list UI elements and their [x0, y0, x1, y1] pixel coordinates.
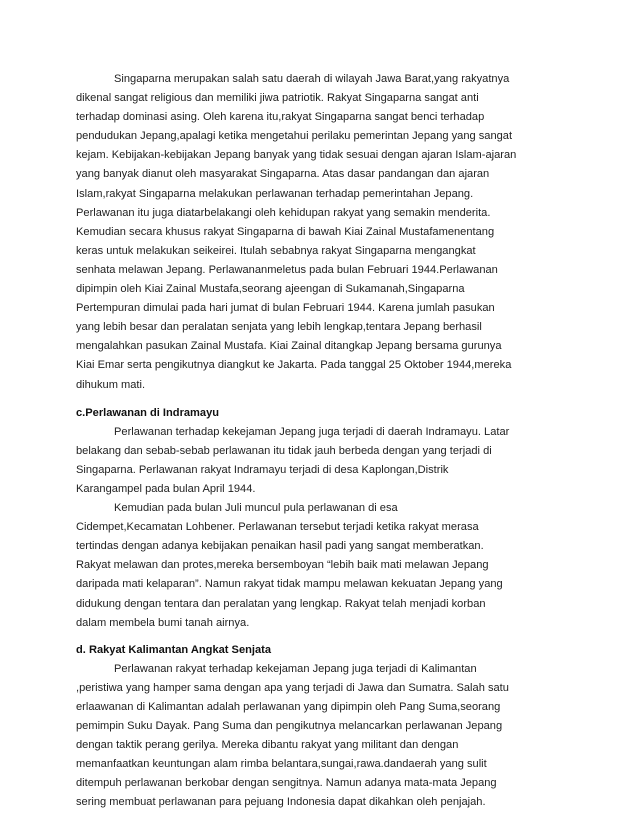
text-line: mengalahkan pasukan Zainal Mustafa. Kiai Zainal ditangkap Jepang bersama gurunya — [76, 340, 502, 353]
spacer — [76, 633, 576, 641]
text-line: yang lebih besar dan peralatan senjata yang lebih lengkap,tentara Jepang berhasil — [76, 321, 482, 334]
indramayu-paragraph-1 — [76, 423, 576, 499]
singaparna-paragraph — [76, 70, 576, 395]
text-line: Islam,rakyat Singaparna melakukan perlawanan terhadap pemerintahan Jepang. — [76, 187, 474, 200]
text-line: senhata melawan Jepang. Perlawananmeletus pada bulan Februari 1944.Perlawanan — [76, 263, 498, 276]
text-line: dengan taktik perang gerilya. Mereka dibantu rakyat yang militant dan dengan — [76, 739, 459, 752]
text-line: pendudukan Jepang,apalagi ketika mengetahui perilaku pemerintan Jepang yang sangat — [76, 130, 513, 143]
text-line: Pertempuran dimulai pada hari jumat di bulan Februari 1944. Karena jumlah pasukan — [76, 302, 495, 315]
text-line: dikenal sangat religious dan memiliki jiwa patriotik. Rakyat Singaparna sangat anti — [76, 92, 479, 105]
text-line: memanfaatkan keuntungan alam rimba belantara,sungai,rawa.dandaerah yang sulit — [76, 758, 487, 771]
text-line: Cidempet,Kecamatan Lohbener. Perlawanan tersebut terjadi ketika rakyat merasa — [76, 521, 479, 534]
kalimantan-paragraph — [76, 660, 576, 813]
text-line: yang banyak dianut oleh masyarakat Singaparna. Atas dasar pandangan dan ajaran — [76, 168, 490, 181]
indramayu-paragraph-2 — [76, 499, 576, 633]
text-line: Singaparna. Perlawanan rakyat Indramayu terjadi di desa Kaplongan,Distrik — [76, 463, 449, 476]
text-line: dipimpin oleh Kiai Zainal Mustafa,seorang ajeengan di Sukamanah,Singaparna — [76, 283, 465, 296]
text-line: ditempuh perlawanan berkobar dengan sengitnya. Namun adanya mata-mata Jepang — [76, 777, 497, 790]
text-line: pemimpin Suku Dayak. Pang Suma dan pengikutnya melancarkan perlawanan Jepang — [76, 720, 503, 733]
text-line: Perlawanan terhadap kekejaman Jepang juga terjadi di daerah Indramayu. Latar — [114, 425, 510, 438]
text-line: Kemudian secara khusus rakyat Singaparna di bawah Kiai Zainal Mustafamenentang — [76, 225, 495, 238]
text-line: dalam membela bumi tanah airnya. — [76, 616, 250, 629]
section-heading-indramayu: c.Perlawanan di Indramayu — [76, 406, 220, 419]
text-line: tertindas dengan adanya kebijakan penaikan hasil padi yang sangat memberatkan. — [76, 540, 484, 553]
text-line: erlaawanan di Kalimantan adalah perlawanan yang dipimpin oleh Pang Suma,seorang — [76, 701, 501, 713]
text-line: keras untuk melakukan seikeirei. Itulah sebabnya rakyat Singaparna mengangkat — [76, 244, 476, 257]
text-line: Singaparna merupakan salah satu daerah di wilayah Jawa Barat,yang rakyatnya — [114, 73, 510, 85]
text-line: Kemudian pada bulan Juli muncul pula perlawanan di esa — [114, 502, 398, 515]
text-line: Perlawanan rakyat terhadap kekejaman Jepang juga terjadi di Kalimantan — [114, 662, 477, 675]
text-line: Rakyat melawan dan protes,mereka bersemboyan “lebih baik mati melawan Jepang — [76, 559, 489, 572]
text-line: ,peristiwa yang hamper sama dengan apa yang terjadi di Jawa dan Sumatra. Salah satu — [76, 681, 509, 694]
text-line: Perlawanan itu juga diatarbelakangi oleh kehidupan rakyat yang semakin menderita. — [76, 206, 491, 219]
text-line: daripada mati kelaparan”. Namun rakyat tidak mampu melawan kekuatan Jepang yang — [76, 578, 503, 591]
text-line: belakang dan sebab-sebab perlawanan itu tidak jauh berbeda dengan yang terjadi di — [76, 444, 492, 457]
spacer — [76, 395, 576, 404]
text-line: terhadap dominasi asing. Oleh karena itu,rakyat Singaparna sangat benci terhadap — [76, 111, 485, 124]
text-line: sering membuat perlawanan para pejuang Indonesia dapat dikahkan oleh penjajah. — [76, 796, 486, 809]
text-line: Karangampel pada bulan April 1944. — [76, 482, 256, 495]
text-line: didukung dengan tentara dan peralatan yang lengkap. Rakyat telah menjadi korban — [76, 597, 486, 610]
document-page — [76, 70, 576, 813]
text-line: dihukum mati. — [76, 378, 146, 391]
section-heading-kalimantan: d. Rakyat Kalimantan Angkat Senjata — [76, 643, 272, 656]
text-line: kejam. Kebijakan-kebijakan Jepang banyak yang tidak sesuai dengan ajaran Islam-ajaran — [76, 149, 517, 162]
text-line: Kiai Emar serta pengikutnya diangkut ke Jakarta. Pada tanggal 25 Oktober 1944,mereka — [76, 359, 512, 372]
